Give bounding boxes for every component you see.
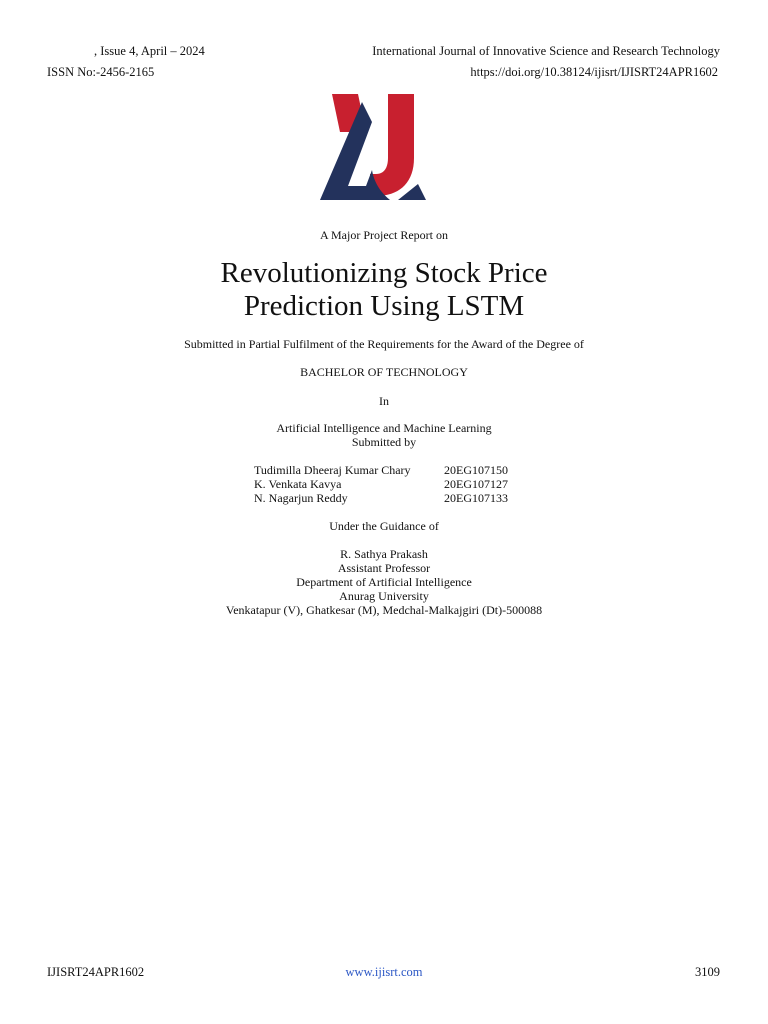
authors-list [254,463,554,505]
guide-department: Department of Artificial Intelligence [296,575,472,589]
issue-info: , Issue 4, April – 2024 [94,44,205,58]
report-title-line1: Revolutionizing Stock Price [220,257,548,289]
in-label: In [379,394,389,408]
report-intro: A Major Project Report on [320,228,448,242]
page-number: 3109 [695,965,720,979]
footer-website-link[interactable]: www.ijisrt.com [345,965,423,979]
doi-link[interactable]: https://doi.org/10.38124/ijisrt/IJISRT24APR1602 [470,65,718,79]
author-row [254,477,554,491]
author-name: K. Venkata Kavya [254,477,342,491]
footer-code: IJISRT24APR1602 [47,965,145,979]
guide-address: Venkatapur (V), Ghatkesar (M), Medchal-Malkajgiri (Dt)-500088 [225,603,543,617]
author-id: 20EG107133 [444,491,508,505]
author-row [254,491,554,505]
guide-designation: Assistant Professor [337,561,431,575]
journal-logo [318,92,446,202]
author-id: 20EG107127 [444,477,508,491]
guidance-heading: Under the Guidance of [329,519,439,533]
degree: BACHELOR OF TECHNOLOGY [300,365,468,379]
issn: ISSN No:-2456-2165 [47,65,155,79]
submitted-partial: Submitted in Partial Fulfilment of the Requirements for the Award of the Degree of [184,337,584,351]
report-title-line2: Prediction Using LSTM [243,290,525,322]
branch: Artificial Intelligence and Machine Learning [276,421,492,435]
ijisrt-logo-icon [318,92,446,202]
author-name: N. Nagarjun Reddy [254,491,348,505]
guide-name: R. Sathya Prakash [340,547,428,561]
logo-red-j [370,94,414,196]
guide-university: Anurag University [339,589,429,603]
submitted-by: Submitted by [351,435,417,449]
author-id: 20EG107150 [444,463,508,477]
author-row [254,463,554,477]
author-name: Tudimilla Dheeraj Kumar Chary [254,463,411,477]
journal-name: International Journal of Innovative Science and Research Technology [372,44,720,58]
